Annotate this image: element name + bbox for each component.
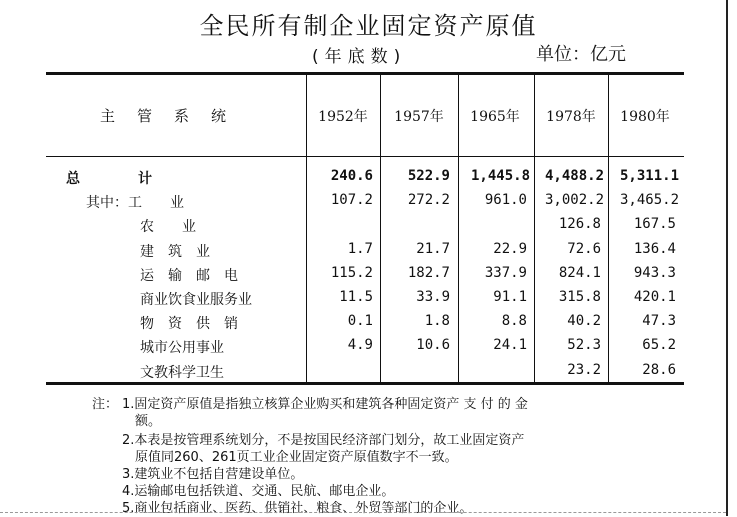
table-cell: 72.6 [567,241,601,257]
table-cell: 1.7 [347,241,373,257]
table-cell: 1.8 [424,313,450,329]
table-cell: 0.1 [347,313,373,329]
unit-label: 单位：亿元 [536,44,626,65]
table-cell: 33.9 [416,289,450,305]
table-cell: 337.9 [484,265,527,281]
year-header: 1980年 [620,109,670,125]
column-divider [380,74,381,382]
page-title: 全民所有制企业固定资产原值 [199,12,538,40]
row-label: 其中：工 业 [86,195,184,211]
row-label: 城市公用事业 [140,340,224,356]
row-label: 运 输 邮 电 [140,268,238,284]
header-management-system: 主管系统 [100,107,249,125]
row-label: 农 业 [140,219,196,235]
table-cell: 47.3 [642,313,676,329]
table-cell: 107.2 [330,192,373,208]
table-cell: 28.6 [642,362,676,378]
table-cell: 8.8 [501,313,527,329]
year-header: 1957年 [394,109,444,125]
column-divider [534,74,535,382]
table-cell: 40.2 [567,313,601,329]
table-cell: 22.9 [493,241,527,257]
column-divider [608,74,609,382]
table-cell: 4.9 [347,337,373,353]
table-bottom-rule [46,382,684,385]
row-label: 商业饮食业服务业 [140,292,252,308]
table-cell: 420.1 [633,289,676,305]
table-cell: 3,002.2 [545,192,605,208]
note-line: 1.固定资产原值是指独立核算企业购买和建筑各种固定资产 支 付 的 金 [122,397,528,412]
table-cell: 91.1 [493,289,527,305]
page-bottom-edge [0,512,726,513]
notes-prefix: 注： [92,397,119,412]
table-cell: 11.5 [339,289,373,305]
table-header-rule [46,156,684,157]
table-cell: 136.4 [633,241,676,257]
table-cell: 23.2 [567,362,601,378]
table-cell: 115.2 [330,265,373,281]
table-cell: 315.8 [558,289,601,305]
table-cell: 182.7 [407,265,450,281]
table-subtitle: (年底数) [312,47,407,67]
table-cell: 961.0 [484,192,527,208]
table-cell: 24.1 [493,337,527,353]
table-cell: 4,488.2 [545,168,605,184]
year-header: 1965年 [470,109,520,125]
row-label: 总 计 [66,171,162,187]
note-line: 额。 [122,414,162,429]
table-cell: 824.1 [558,265,601,281]
table-cell: 943.3 [633,265,676,281]
table-cell: 65.2 [642,337,676,353]
row-label: 文教科学卫生 [140,365,224,381]
year-header: 1952年 [318,109,368,125]
table-cell: 3,465.2 [620,192,680,208]
row-label: 建 筑 业 [140,244,210,260]
table-cell: 10.6 [416,337,450,353]
table-cell: 52.3 [567,337,601,353]
table-cell: 5,311.1 [620,168,680,184]
table-cell: 272.2 [407,192,450,208]
note-line: 原值同260、261页工业企业固定资产原值数字不一致。 [122,450,458,465]
border-gap [728,70,737,96]
note-line: 3.建筑业不包括自营建设单位。 [122,467,304,482]
table-cell: 21.7 [416,241,450,257]
column-divider [306,74,307,382]
note-line: 2.本表是按管理系统划分，不是按国民经济部门划分，故工业固定资产 [122,433,525,448]
table-cell: 126.8 [558,216,601,232]
row-label: 物 资 供 销 [140,316,238,332]
table-top-rule [46,72,684,75]
table-cell: 240.6 [330,168,373,184]
border-gap [728,360,737,386]
table-cell: 522.9 [407,168,450,184]
year-header: 1978年 [546,109,596,125]
note-line: 4.运输邮电包括铁道、交通、民航、邮电企业。 [122,484,395,499]
table-cell: 1,445.8 [471,168,531,184]
table-cell: 167.5 [633,216,676,232]
column-divider [458,74,459,382]
note-line: 5.商业包括商业、医药、供销社、粮食、外贸等部门的企业。 [122,501,473,516]
